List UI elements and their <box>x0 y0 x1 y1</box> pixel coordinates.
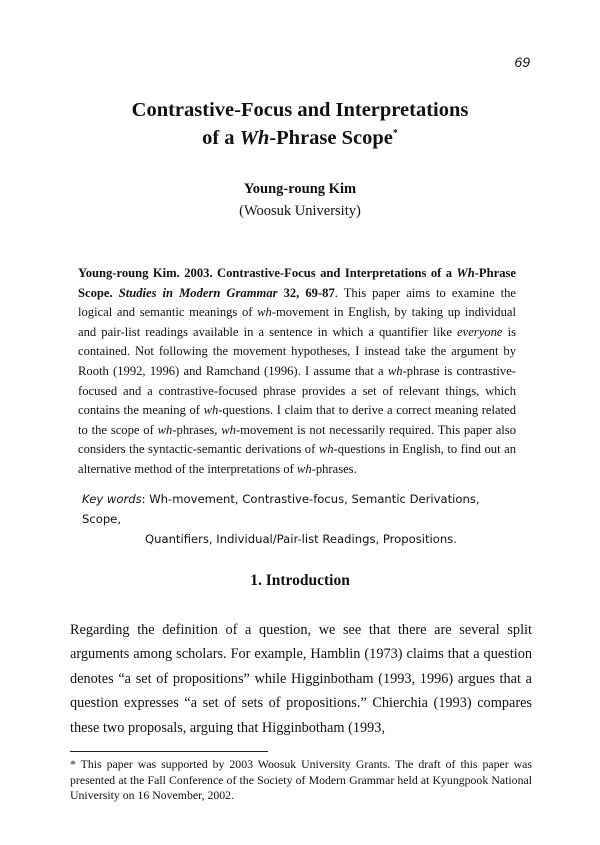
title-wh: Wh <box>239 127 270 149</box>
journal-name: Studies in Modern Grammar <box>118 285 278 300</box>
author-affiliation: (Woosuk University) <box>239 203 361 219</box>
keywords-line-1: Key words: Wh-movement, Contrastive-focus, Semantic Derivations, Scope, <box>82 492 480 526</box>
footnote-divider <box>70 751 268 752</box>
paper-title <box>0 96 600 152</box>
author-name: Young-roung Kim <box>243 181 357 197</box>
keywords-label: Key words <box>82 492 142 506</box>
section-heading: 1. Introduction <box>250 572 350 589</box>
title-line-1: Contrastive-Focus and Interpretations <box>131 99 469 121</box>
introduction-paragraph: Regarding the definition of a question, we see that there are several split arguments among scholars. For example, Hamblin (1973) claims that a question denotes “a set of propositions” while Higginbotham (1993, 1996) argues that a question expresses “a set of sets of propositions.” Chierchia (1993) compares these two proposals, arguing that Higginbotham (1993, <box>70 622 532 736</box>
page-number: 69 <box>514 54 530 70</box>
keywords-line-2: Quantifiers, Individual/Pair-list Readings, Propositions. <box>145 532 457 546</box>
abstract-citation: Young-roung Kim. 2003. Contrastive-Focus and Interpretations of a Wh-Phrase Scope. Studies in Modern Grammar 32, 69-87 <box>78 266 516 300</box>
footnote: * This paper was supported by 2003 Woosuk University Grants. The draft of this paper was presented at the Fall Conference of the Society of Modern Grammar held at Kyungpook National University on 16 November, 2002. <box>70 757 532 803</box>
title-prefix: of a <box>202 127 240 149</box>
abstract: Young-roung Kim. 2003. Contrastive-Focus and Interpretations of a Wh-Phrase Scope. Studies in Modern Grammar 32, 69-87. This paper aims to examine the logical and semantic meanings of wh-movement in English, by taking up individual and pair-list readings available in a sentence in which a quantifier like everyone is contained. Not following the movement hypotheses, I instead take the argument by Rooth (1992, 1996) and Ramchand (1996). I assume that a wh-phrase is contrastive-focused and a contrastive-focused phrase provides a set of relevant things, which contains the meaning of wh-questions. I claim that to derive a correct meaning related to the scope of wh-phrases, wh-movement is not necessarily required. This paper also considers the syntactic-semantic derivations of wh-questions in English, to find out an alternative method of the interpretations of wh-phrases. <box>78 266 517 476</box>
title-footnote-marker: * <box>392 128 398 140</box>
keywords <box>82 489 522 549</box>
title-line-2 <box>0 124 600 152</box>
title-suffix: -Phrase Scope <box>269 127 393 149</box>
